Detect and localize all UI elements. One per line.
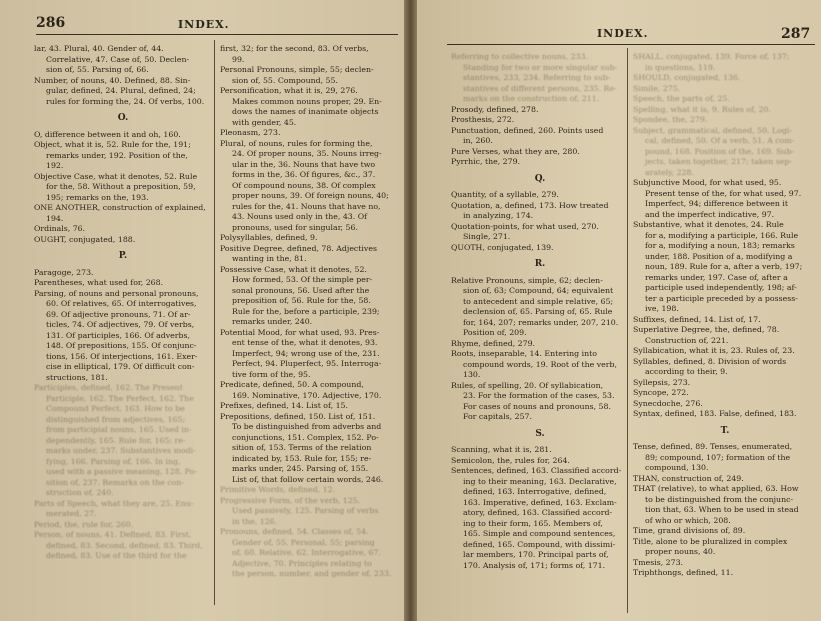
index-entry-line: Objective Case, what it denotes, 52. Rule [34, 171, 198, 181]
index-entry-line: the person, number, and gender of, 233. [232, 569, 392, 578]
index-entry-line: according to their, 9. [645, 367, 728, 376]
index-entry-line: sion of, 63; Compound, 64; equivalent [463, 286, 614, 295]
index-entry-line: to be distinguished from the conjunc- [645, 494, 794, 504]
index-entry-line: Predicate, defined, 50. A compound, [220, 380, 364, 389]
index-entry-line: ing to their form, 165. Members of, [463, 518, 603, 528]
index-entry-line: ular in the, 36. Nouns that have two [232, 159, 376, 169]
index-entry-line: for a, modifying a participle, 166. Rule [645, 230, 799, 240]
index-entry-line: Prosthesis, 272. [451, 115, 515, 124]
letter-heading: R. [534, 259, 546, 269]
index-entry-line: 131. Of participles, 166. Of adverbs, [46, 330, 190, 340]
index-entry-line: Sentences, defined, 163. Classified accord- [451, 466, 622, 475]
index-entry-line: of, 60. Relative, 62. Interrogative, 67. [232, 548, 381, 557]
index-entry-line: Plural, of nouns, rules for forming the, [220, 138, 373, 148]
index-entry-line: cal, defined, 50. Of a verb, 51. A com- [645, 136, 795, 145]
index-entry-line: wanting in the, 81. [232, 254, 307, 263]
index-entry-line: ent tense of the, what it denotes, 93. [232, 338, 378, 347]
index-entry-line: Subject, grammatical, defined, 50. Logi- [633, 125, 792, 135]
index-entry-line: under, 188. Position of a, modifying a [645, 251, 793, 261]
index-entry-line: Parts of Speech, what they are, 25. Enu- [34, 498, 194, 508]
index-entry-line: defined, 165. Compound, with dissimi- [463, 539, 616, 549]
index-entry-line: 43. Nouns used only in the, 43. Of [232, 212, 367, 221]
index-entry-line: ive, 198. [645, 304, 679, 313]
book-gutter [404, 0, 417, 621]
index-entry-line: gular, defined, 24. Plural, defined, 24; [46, 86, 196, 95]
column-rule [214, 40, 215, 605]
index-entry-line: QUOTH, conjugated, 139. [451, 242, 554, 252]
index-entry-line: fying, 166. Parsing of, 166. In ing, [46, 456, 181, 466]
index-entry-line: THAN, construction of, 249. [633, 473, 744, 483]
index-entry-line: Parsing, of nouns and personal pronouns, [34, 288, 199, 298]
index-entry-line: Gender of, 55. Personal, 55; parsing [232, 537, 375, 547]
index-entry-line: 192. [46, 161, 64, 170]
index-entry-line: Compound Perfect, 163. How to be [46, 404, 185, 413]
index-entry-line: 89; compound, 107; formation of the [645, 452, 791, 462]
index-entry-line: sition of, 153. Terms of the relation [232, 443, 372, 452]
index-entry-line: SHALL, conjugated, 139. Force of, 137; [633, 52, 790, 61]
index-entry-line: OUGHT, conjugated, 188. [34, 234, 136, 244]
index-entry-line: defined, 83. Use of the third for the [46, 551, 187, 560]
index-entry-line: of who or which, 208. [645, 515, 731, 525]
index-entry-line: Primitive Words, defined, 12. [220, 485, 336, 494]
index-entry-line: arately, 228. [645, 167, 694, 177]
right-page [417, 0, 821, 621]
index-entry-line: 194. [46, 213, 64, 223]
running-head: INDEX. [597, 27, 649, 40]
index-entry-line: 195; remarks on the, 193. [46, 192, 149, 202]
index-entry-line: 130. [463, 370, 481, 379]
index-entry-line: declension of, 65. Parsing of, 65. Rule [463, 307, 613, 316]
index-entry-line: Spelling, what it is, 9. Rules of, 20. [633, 104, 771, 114]
index-entry-line: marks under, 245. Parsing of, 155. [232, 464, 369, 473]
index-entry-line: Participle, 162. The Perfect, 162. The [46, 393, 194, 403]
index-entry-line: Pyrrhic, the, 279. [451, 157, 521, 166]
index-entry-line: first, 32; for the second, 83. Of verbs, [220, 44, 369, 53]
index-entry-line: Personal Pronouns, simple, 55; declen- [220, 65, 374, 74]
index-entry-line: in analyzing, 174. [463, 211, 534, 220]
index-column-right-1 [451, 52, 629, 571]
index-entry-line: 23. For the formation of the cases, 53. [463, 391, 615, 400]
header-rule [36, 34, 398, 35]
index-entry-line: Period, the, rule for, 260. [34, 519, 134, 529]
index-entry-line: 99. [232, 54, 245, 64]
index-entry-line: Pronouns, defined, 54. Classes of, 54. [220, 527, 369, 536]
index-entry-line: Rhyme, defined, 279. [451, 338, 536, 348]
index-entry-line: Imperfect, 94; wrong use of the, 231. [232, 348, 380, 358]
index-entry-line: Quotation, a, defined, 173. How treated [451, 200, 609, 210]
index-entry-line: Superlative Degree, the, defined, 78. [633, 325, 780, 334]
index-entry-line: Person, of nouns, 41. Defined, 83. First, [34, 530, 192, 539]
index-entry-line: 24. Of proper nouns, 35. Nouns irreg- [232, 149, 382, 158]
index-entry-line: pronouns, used for singular, 56. [232, 222, 358, 232]
index-entry-line: from participial nouns, 165. Used in- [46, 425, 192, 434]
index-entry-line: Participles, defined, 162. The Present [34, 383, 183, 392]
index-entry-line: pound, 168. Position of the, 169. Sub- [645, 146, 795, 156]
index-entry-line: Syncope, 272. [633, 388, 689, 397]
index-entry-line: sion of, 55. Parsing of, 66. [46, 65, 149, 74]
index-entry-line: Parentheses, what used for, 268. [34, 278, 164, 287]
index-entry-line: distinguished from adjectives, 165; [46, 414, 186, 424]
index-entry-line: 169. Nominative, 170. Adjective, 170. [232, 390, 382, 400]
index-entry-line: Prefixes, defined, 14. List of, 15. [220, 401, 348, 410]
index-entry-line: Paragoge, 273. [34, 267, 94, 277]
index-entry-line: for the, 58. Without a preposition, 59, [46, 182, 196, 191]
index-entry-line: compound words, 19. Root of the verb, [463, 359, 617, 369]
index-entry-line: merated, 27. [46, 509, 97, 518]
index-entry-line: Personification, what it is, 29, 276. [220, 86, 358, 95]
index-entry-line: structions, 181. [46, 372, 108, 382]
index-entry-line: Semicolon, the, rules for, 264. [451, 455, 570, 465]
index-entry-line: List of, that follow certain words, 246. [232, 474, 384, 484]
index-entry-line: defined, 83. Second, defined, 83. Third, [46, 540, 203, 550]
index-entry-line: proper nouns, 39. Of foreign nouns, 40; [232, 191, 389, 200]
index-entry-line: Object, what it is, 52. Rule for the, 191; [34, 140, 191, 149]
index-entry-line: For capitals, 257. [463, 412, 532, 421]
index-entry-line: sonal pronouns, 56. Used after the [232, 285, 370, 295]
index-entry-line: SHOULD, conjugated, 136. [633, 73, 741, 82]
index-entry-line: Suffixes, defined, 14. List of, 17. [633, 314, 761, 324]
index-entry-line: 60. Of relatives, 65. Of interrogatives, [46, 299, 197, 308]
index-entry-line: with gender, 45. [232, 117, 297, 127]
index-entry-line: Relative Pronouns, simple, 62; declen- [451, 275, 603, 285]
index-entry-line: Scanning, what it is, 281. [451, 445, 552, 454]
index-entry-line: To be distinguished from adverbs and [232, 422, 382, 431]
index-entry-line: lar members, 170. Principal parts of, [463, 550, 609, 559]
index-entry-line: noun, 189. Rule for a, after a verb, 197; [645, 262, 803, 271]
running-head: INDEX. [178, 18, 230, 31]
index-entry-line: Speech, the parts of, 25. [633, 94, 730, 103]
index-entry-line: ticles, 74. Of adjectives, 79. Of verbs, [46, 320, 195, 329]
index-entry-line: rules for the, 41. Nouns that have no, [232, 201, 381, 211]
index-entry-line: 163. Imperative, defined, 163. Exclam- [463, 497, 617, 507]
index-entry-line: proper nouns, 40. [645, 547, 716, 556]
index-entry-line: Used passively, 125. Parsing of verbs [232, 506, 379, 515]
letter-heading: P. [118, 251, 128, 261]
index-entry-line: Potential Mood, for what used, 93. Pres- [220, 327, 380, 337]
index-entry-line: Rule for the, before a participle, 239; [232, 306, 380, 316]
index-entry-line: Spondee, the, 279. [633, 115, 708, 124]
index-entry-line: to antecedent and simple relative, 65; [463, 296, 614, 306]
index-entry-line: Perfect, 94. Pluperfect, 95. Interroga- [232, 359, 382, 368]
index-entry-line: Possessive Case, what it denotes, 52. [220, 264, 367, 274]
index-entry-line: forms in the, 36. Of figures, &c., 37. [232, 170, 376, 179]
index-entry-line: Syntax, defined, 183. False, defined, 183. [633, 409, 797, 418]
index-entry-line: Correlative, 47. Case of, 50. Declen- [46, 54, 190, 64]
index-entry-line: in the, 126. [232, 516, 278, 526]
index-entry-line: compound, 130. [645, 463, 709, 472]
index-entry-line: conjunctions, 151. Complex, 152. Po- [232, 432, 379, 442]
index-entry-line: participle used independently, 198; af- [645, 283, 797, 292]
letter-heading: T. [720, 425, 730, 436]
letter-heading: O. [117, 113, 129, 123]
index-entry-line: Subjunctive Mood, for what used, 95. [633, 178, 782, 187]
index-entry-line: jects, taken together, 217; taken sep- [645, 157, 792, 166]
index-entry-line: Pure Verses, what they are, 280. [451, 146, 580, 156]
index-entry-line: Number, of nouns, 40. Defined, 88. Sin- [34, 75, 191, 85]
index-entry-line: ing to their meaning, 163. Declarative, [463, 476, 617, 486]
index-entry-line: for, 164, 207; remarks under, 207, 210. [463, 317, 619, 327]
index-entry-line: preposition of, 56. Rule for the, 58. [232, 296, 371, 305]
index-entry-line: Simile, 275. [633, 83, 681, 93]
index-entry-line: Rules, of spelling, 20. Of syllabication, [451, 380, 604, 390]
index-entry-line: dependently, 165. Rule for, 165; re- [46, 435, 186, 445]
index-entry-line: atory, defined, 163. Classified accord- [463, 508, 613, 517]
header-rule [447, 44, 815, 45]
index-entry-line: Title, alone to be pluralized in complex [633, 536, 788, 546]
index-entry-line: marks on the construction of, 211. [463, 94, 600, 103]
index-entry-line: Ordinals, 76. [34, 224, 86, 233]
index-entry-line: Prosody, defined, 278. [451, 104, 539, 114]
index-entry-line: sion of, 55. Compound, 55. [232, 75, 338, 85]
index-entry-line: Synecdoche, 276. [633, 398, 703, 408]
index-entry-line: Position of, 209. [463, 328, 527, 337]
index-entry-line: Adjective, 70. Principles relating to [232, 558, 372, 568]
index-entry-line: dows the names of inanimate objects [232, 107, 379, 116]
index-column-left-1 [34, 44, 212, 562]
index-entry-line: rules for forming the, 24. Of verbs, 100. [46, 96, 205, 106]
index-entry-line: Triphthongs, defined, 11. [633, 568, 734, 577]
index-entry-line: Makes common nouns proper, 29. En- [232, 96, 382, 106]
index-entry-line: tive form of the, 95. [232, 369, 311, 379]
index-entry-line: Prepositions, defined, 150. List of, 151. [220, 411, 376, 421]
index-entry-line: Single, 271. [463, 232, 511, 241]
index-entry-line: Substantive, what it denotes, 24. Rule [633, 220, 784, 229]
index-entry-line: cise in elliptical, 179. Of difficult con- [46, 362, 195, 371]
index-entry-line: 148. Of prepositions, 155. Of conjunc- [46, 341, 197, 350]
letter-heading: Q. [534, 173, 546, 184]
index-entry-line: tions, 156. Of interjections, 161. Exer- [46, 351, 198, 361]
index-entry-line: remarks under, 197. Case of, after a [645, 272, 788, 282]
index-entry-line: Syllepsis, 273. [633, 377, 691, 387]
index-entry-line: Syllabication, what it is, 23. Rules of, 23. [633, 346, 795, 355]
index-entry-line: Standing for two or more singular sub- [463, 62, 618, 72]
index-entry-line: Punctuation, defined, 260. Points used [451, 125, 604, 135]
index-entry-line: in, 260. [463, 136, 493, 145]
index-entry-line: Quotation-points, for what used, 270. [451, 221, 599, 231]
page-number: 287 [781, 26, 811, 42]
index-entry-line: Tmesis, 273. [633, 557, 684, 567]
index-entry-line: sition of, 237. Remarks on the con- [46, 477, 185, 487]
index-entry-line: Construction of, 221. [645, 335, 729, 345]
index-entry-line: Quantity, of a syllable, 279. [451, 190, 559, 199]
index-entry-line: Imperfect, 94; difference between it [645, 199, 789, 208]
index-entry-line: For cases of nouns and pronouns, 58. [463, 401, 611, 411]
index-entry-line: Of compound nouns, 38. Of complex [232, 180, 376, 190]
index-entry-line: Syllables, defined, 8. Division of words [633, 356, 787, 366]
index-entry-line: for a, modifying a noun, 183; remarks [645, 241, 795, 250]
index-entry-line: lar, 43. Plural, 40. Gender of, 44. [34, 44, 164, 53]
index-entry-line: How formed, 53. Of the simple per- [232, 275, 373, 284]
letter-heading: S. [535, 428, 545, 439]
index-entry-line: O, difference between it and oh, 160. [34, 129, 181, 139]
index-entry-line: and the imperfect indicative, 97. [645, 209, 775, 219]
index-entry-line: 170. Analysis of, 171; forms of, 171. [463, 560, 606, 570]
index-entry-line: THAT (relative), to what applied, 63. How [633, 484, 799, 493]
index-entry-line: Positive Degree, defined, 78. Adjectives [220, 243, 377, 253]
index-entry-line: Roots, inseparable, 14. Entering into [451, 349, 597, 358]
index-entry-line: remarks under, 240. [232, 317, 313, 326]
index-entry-line: Polysyllables, defined, 9. [220, 233, 318, 242]
index-entry-line: in questions, 119. [645, 62, 716, 72]
index-entry-line: defined, 163. Interrogative, defined, [463, 487, 607, 496]
index-entry-line: marks under, 237. Substantives modi- [46, 446, 196, 455]
index-entry-line: Tense, defined, 89. Tenses, enumerated, [633, 442, 793, 451]
page-number: 286 [36, 15, 66, 31]
index-entry-line: Progressive Form, of the verb, 125. [220, 495, 361, 505]
index-entry-line: indicated by, 153. Rule for, 155; re- [232, 453, 372, 463]
index-column-left-2 [220, 44, 402, 580]
index-entry-line: ONE ANOTHER, construction of explained, [34, 203, 206, 212]
index-entry-line: stantives of different persons, 235. Re- [463, 83, 617, 93]
index-entry-line: 69. Of adjective pronouns, 71. Of ar- [46, 309, 191, 319]
index-entry-line: struction of, 240. [46, 488, 114, 497]
index-entry-line: Time, grand divisions of, 89. [633, 526, 746, 535]
column-rule [627, 48, 628, 613]
index-entry-line: 165. Simple and compound sentences, [463, 529, 616, 538]
index-entry-line: remarks under, 192. Position of the, [46, 150, 188, 160]
index-entry-line: Pleonasm, 273. [220, 128, 281, 137]
index-entry-line: used with a passive meaning, 128. Po- [46, 467, 197, 476]
index-entry-line: ter a participle preceded by a possess- [645, 293, 798, 303]
index-column-right-2 [633, 52, 817, 579]
index-entry-line: Referring to collective nouns, 233. [451, 52, 588, 61]
left-page [0, 0, 404, 621]
index-entry-line: tion that, 63. When to be used in stead [645, 505, 799, 514]
index-entry-line: stantives, 233, 234. Referring to sub- [463, 73, 611, 82]
index-entry-line: Present tense of the, for what used, 97. [645, 188, 802, 198]
